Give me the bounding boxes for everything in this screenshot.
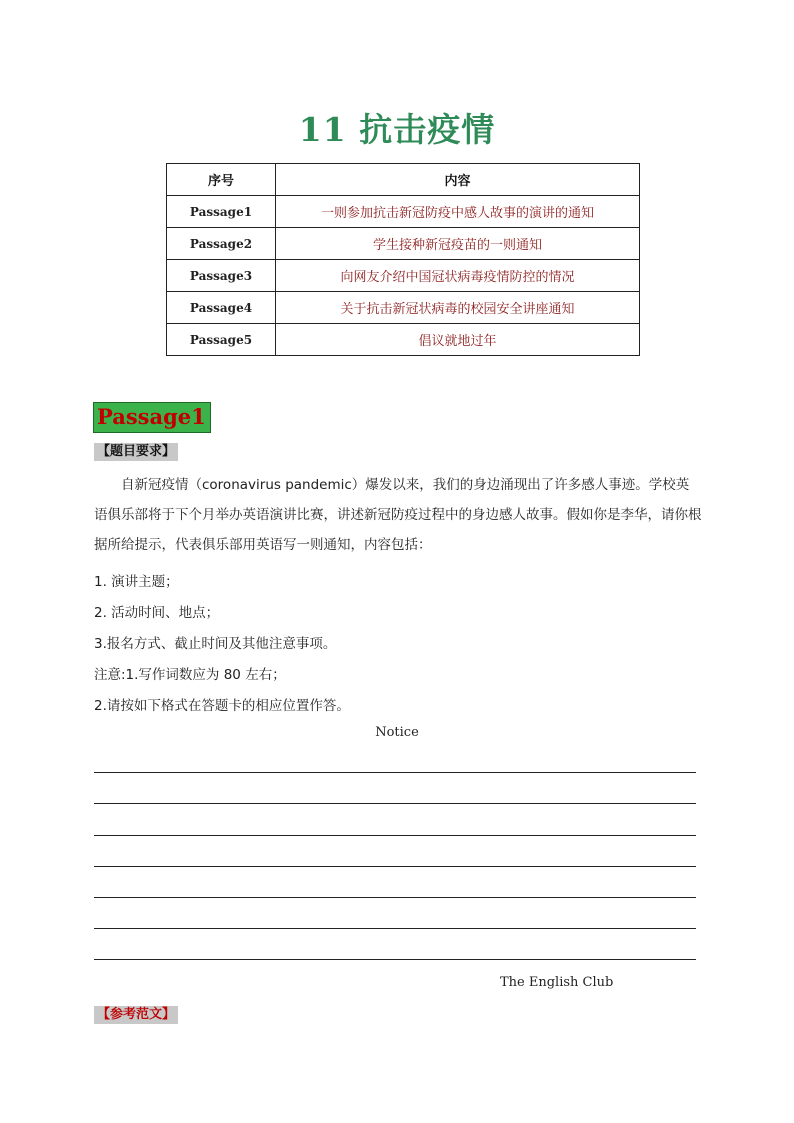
table-header-content: 内容 — [276, 164, 640, 196]
row-num: Passage2 — [167, 228, 276, 260]
requirement-item: 3.报名方式、截止时间及其他注意事项。 — [94, 636, 337, 652]
page-title: 11 抗击疫情 — [298, 110, 496, 149]
row-num: Passage1 — [167, 196, 276, 228]
table-row — [167, 324, 640, 356]
row-num: Passage3 — [167, 260, 276, 292]
row-content: 关于抗击新冠状病毒的校园安全讲座通知 — [276, 292, 640, 324]
intro-paragraph: 自新冠疫情（coronavirus pandemic）爆发以来，我们的身边涌现出了许多感人事迹。学校英语俱乐部将于下个月举办英语演讲比赛，讲述新冠防疫过程中的身边感人故事。假如你是李华，请你根据所给提示，代表俱乐部用英语写一则通知，内容包括： — [94, 477, 702, 553]
row-content: 学生接种新冠疫苗的一则通知 — [276, 228, 640, 260]
table-row — [167, 228, 640, 260]
note-item: 2.请按如下格式在答题卡的相应位置作答。 — [94, 698, 350, 714]
row-content: 向网友介绍中国冠状病毒疫情防控的情况 — [276, 260, 640, 292]
answer-line[interactable] — [94, 959, 696, 960]
row-content: 倡议就地过年 — [276, 324, 640, 356]
table-header-num: 序号 — [167, 164, 276, 196]
row-content: 一则参加抗击新冠防疫中感人故事的演讲的通知 — [276, 196, 640, 228]
note-item: 注意:1.写作词数应为 80 左右； — [94, 667, 286, 683]
table-row — [167, 196, 640, 228]
table-row — [167, 292, 640, 324]
answer-line[interactable] — [94, 866, 696, 867]
passage-badge: Passage1 — [93, 402, 211, 433]
requirement-item: 1. 演讲主题； — [94, 574, 179, 590]
requirement-label: 【题目要求】 — [94, 443, 178, 461]
requirement-item: 2. 活动时间、地点； — [94, 605, 220, 621]
signature: The English Club — [500, 975, 614, 990]
table-header-row — [167, 164, 640, 196]
reference-label: 【参考范文】 — [94, 1006, 178, 1024]
answer-line[interactable] — [94, 897, 696, 898]
row-num: Passage5 — [167, 324, 276, 356]
answer-line[interactable] — [94, 835, 696, 836]
row-num: Passage4 — [167, 292, 276, 324]
notice-heading: Notice — [375, 725, 419, 740]
contents-table — [166, 163, 640, 356]
answer-line[interactable] — [94, 772, 696, 773]
answer-line[interactable] — [94, 928, 696, 929]
table-row — [167, 260, 640, 292]
answer-line[interactable] — [94, 803, 696, 804]
